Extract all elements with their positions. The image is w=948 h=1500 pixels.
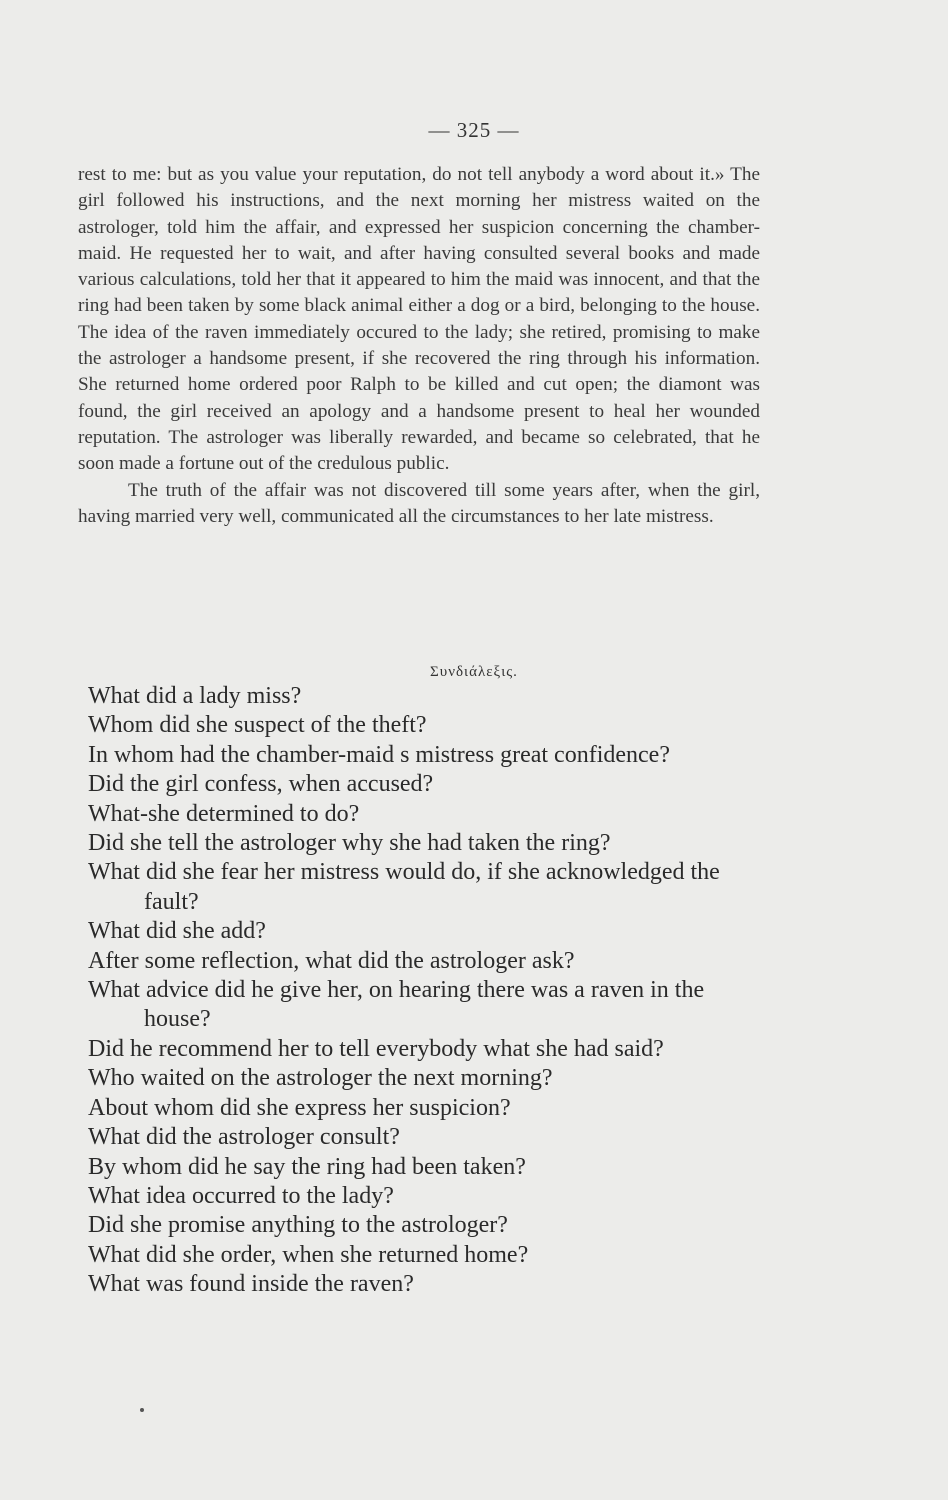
question-item: What did a lady miss? (88, 683, 302, 709)
paragraph: rest to me: but as you value your reputation, do not tell anybody a word about it.» The girl followed his instructions, and the next morning her mistress waited on the astrologer, told him the affair, and expressed her suspicion concerning the chamber-maid. He requested her to wait, and after having consulted several books and made various calculations, told her that it appeared to him the maid was innocent, and that the ring had been taken by some black animal either a dog or a bird, belonging to the house. The idea of the raven immediately occured to the lady; she retired, promising to make the astrologer a handsome present, if she recovered the ring through his information. She returned home ordered poor Ralph to be killed and cut open; the diamont was found, the girl received an apology and a handsome present to heal her wounded reputation. The astrologer was liberally rewarded, and became so celebrated, that he soon made a fortune out of the credulous public. (78, 164, 760, 475)
section-heading: Συνδιάλεξις. (430, 664, 518, 680)
question-item: Did he recommend her to tell everybody what she had said? (88, 1035, 664, 1062)
ink-speck (140, 1408, 144, 1412)
question-item: What did the astrologer consult? (88, 1124, 400, 1151)
question-item: Did the girl confess, when accused? (88, 771, 434, 798)
question-list (88, 682, 768, 1300)
paragraph: The truth of the affair was not discovered till some years after, when the girl, having married very well, communicated all the circumstances to her late mistress. (78, 479, 760, 527)
question-item: Whom did she suspect of the theft? (88, 712, 427, 739)
question-item: What was found inside the raven? (88, 1271, 414, 1298)
question-item: Did she promise anything to the astrologer? (88, 1212, 508, 1239)
question-item: What did she add? (88, 918, 266, 945)
question-item: What did she fear her mistress would do, if she acknowledged the fault? (88, 859, 720, 915)
page-number: — 325 — (428, 118, 520, 142)
question-item: What idea occurred to the lady? (88, 1182, 394, 1209)
question-item: After some reflection, what did the astrologer ask? (88, 947, 575, 974)
question-item: Did she tell the astrologer why she had taken the ring? (88, 830, 611, 857)
question-item: What advice did he give her, on hearing there was a raven in the house? (88, 977, 705, 1033)
question-item: By whom did he say the ring had been taken? (88, 1153, 526, 1180)
question-item: What did she order, when she returned home? (88, 1241, 529, 1268)
narrative-text (78, 162, 760, 530)
question-item: About whom did she express her suspicion? (88, 1094, 511, 1121)
question-item: What-she determined to do? (88, 800, 360, 827)
question-item: Who waited on the astrologer the next morning? (88, 1065, 553, 1092)
question-item: In whom had the chamber-maid s mistress great confidence? (88, 741, 670, 768)
